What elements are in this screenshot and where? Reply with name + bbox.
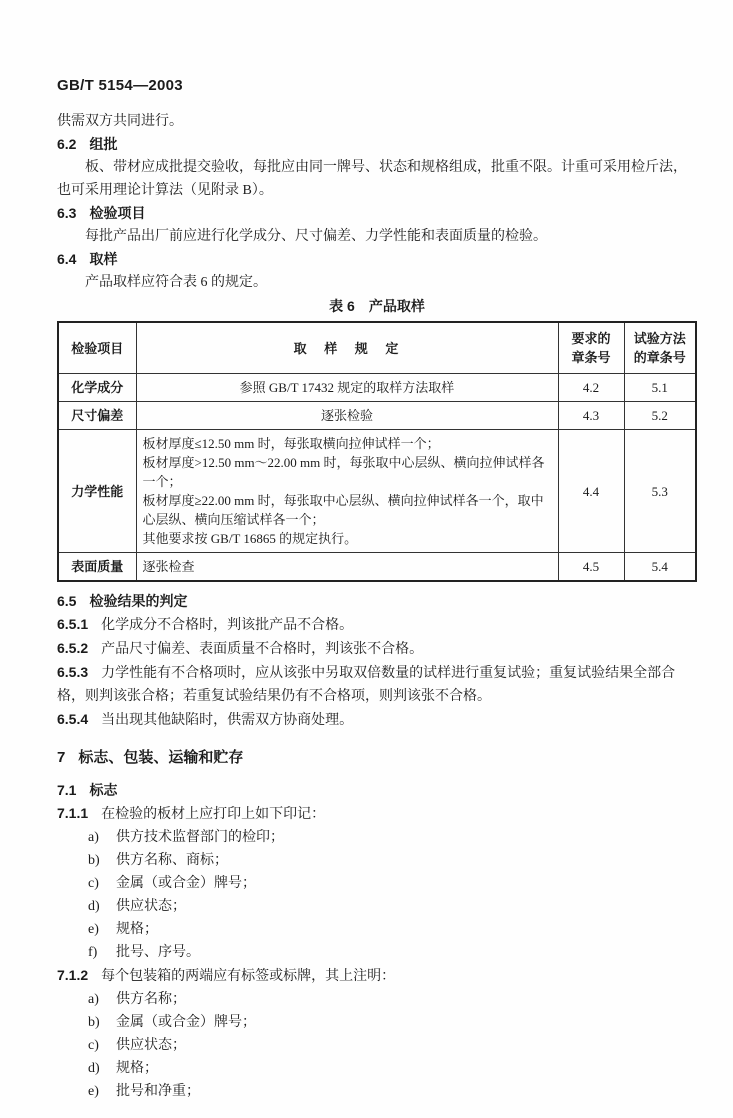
intro-continuation: 供需双方共同进行。 <box>57 114 183 129</box>
cell-rule <box>136 430 558 553</box>
list-item-712-a <box>57 988 697 1011</box>
list-text: 供方技术监督部门的检印； <box>116 830 284 845</box>
cell-item: 尺寸偏差 <box>58 402 136 430</box>
list-label: a) <box>88 992 99 1007</box>
col-header-sampling-rule: 取 样 规 定 <box>136 322 558 374</box>
cell-requirement: 4.4 <box>558 430 624 553</box>
clause-7-1-2 <box>57 964 697 988</box>
table-6-product-sampling <box>57 321 697 582</box>
clause-6-2-body: 板、带材应成批提交验收，每批应由同一牌号、状态和规格组成，批重不限。计重可采用检斤法，也可采用理论计算法（见附录 B）。 <box>57 160 687 198</box>
cell-method: 5.2 <box>624 402 696 430</box>
clause-number: 6.2 <box>57 136 77 152</box>
clause-number: 6.5.3 <box>57 664 89 680</box>
list-item-711-d <box>57 895 697 918</box>
clause-number: 6.5.2 <box>57 640 89 656</box>
clause-number: 6.4 <box>57 251 77 267</box>
standard-number: GB/T 5154—2003 <box>57 77 183 94</box>
cell-method: 5.1 <box>624 374 696 402</box>
clause-text: 化学成分不合格时，判该批产品不合格。 <box>101 618 354 633</box>
table-6-title <box>57 296 697 316</box>
rule-line: 板材厚度>12.50 mm～22.00 mm 时，每张取中心层纵、横向拉伸试样各一个； <box>142 455 545 489</box>
clause-number: 6.5 <box>57 593 77 609</box>
header-line: 章条号 <box>571 350 611 365</box>
list-item-712-b <box>57 1011 697 1034</box>
cell-rule: 参照 GB/T 17432 规定的取样方法取样 <box>136 374 558 402</box>
list-text: 规格； <box>116 922 158 937</box>
col-header-inspection-item: 检验项目 <box>58 322 136 374</box>
list-label: b) <box>88 853 100 868</box>
list-label: a) <box>88 830 99 845</box>
clause-6-5-heading <box>57 590 697 613</box>
cell-rule: 逐张检验 <box>136 402 558 430</box>
table-row <box>58 430 696 553</box>
table-row <box>58 402 696 430</box>
list-item-711-a <box>57 826 697 849</box>
cell-requirement: 4.2 <box>558 374 624 402</box>
list-text: 供方名称、商标； <box>116 853 228 868</box>
list-label: c) <box>88 876 99 891</box>
table-row <box>58 553 696 582</box>
cell-method: 5.3 <box>624 430 696 553</box>
list-item-711-c <box>57 872 697 895</box>
list-item-711-e <box>57 918 697 941</box>
table-header-row <box>58 322 696 374</box>
clause-number: 7.1.1 <box>57 805 89 821</box>
clause-title: 检验结果的判定 <box>89 593 188 609</box>
header-line: 试验方法 <box>633 331 686 346</box>
rule-line: 其他要求按 GB/T 16865 的规定执行。 <box>142 531 358 546</box>
list-text: 供应状态； <box>116 1038 186 1053</box>
cell-method: 5.4 <box>624 553 696 582</box>
cell-item: 化学成分 <box>58 374 136 402</box>
list-item-711-b <box>57 849 697 872</box>
header-line: 要求的 <box>571 331 611 346</box>
clause-6-3-body: 每批产品出厂前应进行化学成分、尺寸偏差、力学性能和表面质量的检验。 <box>85 229 547 244</box>
clause-number: 7.1.2 <box>57 967 89 983</box>
list-item-712-d <box>57 1057 697 1080</box>
list-text: 批号、序号。 <box>116 945 200 960</box>
rule-line: 板材厚度≥22.00 mm 时，每张取中心层纵、横向拉伸试样各一个，取中心层纵、横向压缩试样各一个； <box>142 493 544 527</box>
clause-text: 在检验的板材上应打印上如下印记： <box>101 807 326 822</box>
clause-title: 标志、包装、运输和贮存 <box>78 749 244 766</box>
clause-title: 标志 <box>89 782 118 798</box>
clause-6-5-3 <box>57 661 697 708</box>
cell-requirement: 4.3 <box>558 402 624 430</box>
clause-title: 取样 <box>89 251 118 267</box>
table-row <box>58 374 696 402</box>
col-header-test-method-clause <box>624 322 696 374</box>
rule-line: 板材厚度≤12.50 mm 时，每张取横向拉伸试样一个； <box>142 436 440 451</box>
table-caption: 产品取样 <box>368 298 425 314</box>
list-item-712-c <box>57 1034 697 1057</box>
list-text: 规格； <box>116 1061 158 1076</box>
list-item-712-e <box>57 1080 697 1103</box>
list-label: e) <box>88 1084 99 1099</box>
clause-text: 当出现其他缺陷时，供需双方协商处理。 <box>101 713 354 728</box>
list-text: 金属（或合金）牌号； <box>116 1015 256 1030</box>
list-item-711-f <box>57 941 697 964</box>
clause-title: 检验项目 <box>89 205 146 221</box>
clause-6-2-heading <box>57 133 697 156</box>
list-text: 供应状态； <box>116 899 186 914</box>
col-header-requirement-clause <box>558 322 624 374</box>
list-text: 批号和净重； <box>116 1084 200 1099</box>
clause-7-heading <box>57 746 697 769</box>
list-label: d) <box>88 1061 100 1076</box>
cell-item: 力学性能 <box>58 430 136 553</box>
cell-item: 表面质量 <box>58 553 136 582</box>
clause-text: 力学性能有不合格项时，应从该张中另取双倍数量的试样进行重复试验；重复试验结果全部合格，则判该张合格；若重复试验结果仍有不合格项，则判该张不合格。 <box>57 666 676 704</box>
clause-number: 6.3 <box>57 205 77 221</box>
list-text: 金属（或合金）牌号； <box>116 876 256 891</box>
clause-number: 7.1 <box>57 782 77 798</box>
cell-rule: 逐张检查 <box>136 553 558 582</box>
list-text: 供方名称； <box>116 992 186 1007</box>
list-label: e) <box>88 922 99 937</box>
header-line: 的章条号 <box>633 350 686 365</box>
list-label: c) <box>88 1038 99 1053</box>
list-label: f) <box>88 945 98 960</box>
clause-number: 6.5.4 <box>57 711 89 727</box>
clause-7-1-heading <box>57 779 697 802</box>
table-number: 表 6 <box>329 298 355 314</box>
clause-6-4-body: 产品取样应符合表 6 的规定。 <box>85 275 267 290</box>
clause-title: 组批 <box>89 136 118 152</box>
clause-text: 产品尺寸偏差、表面质量不合格时，判该张不合格。 <box>101 642 424 657</box>
clause-number: 6.5.1 <box>57 616 89 632</box>
clause-6-3-heading <box>57 202 697 225</box>
clause-text: 每个包装箱的两端应有标签或标牌，其上注明： <box>101 969 396 984</box>
clause-6-5-1 <box>57 613 697 637</box>
clause-7-1-1 <box>57 802 697 826</box>
cell-requirement: 4.5 <box>558 553 624 582</box>
clause-6-5-2 <box>57 637 697 661</box>
clause-number: 7 <box>57 749 66 766</box>
clause-6-5-4 <box>57 708 697 732</box>
clause-6-4-heading <box>57 248 697 271</box>
list-label: d) <box>88 899 100 914</box>
list-label: b) <box>88 1015 100 1030</box>
